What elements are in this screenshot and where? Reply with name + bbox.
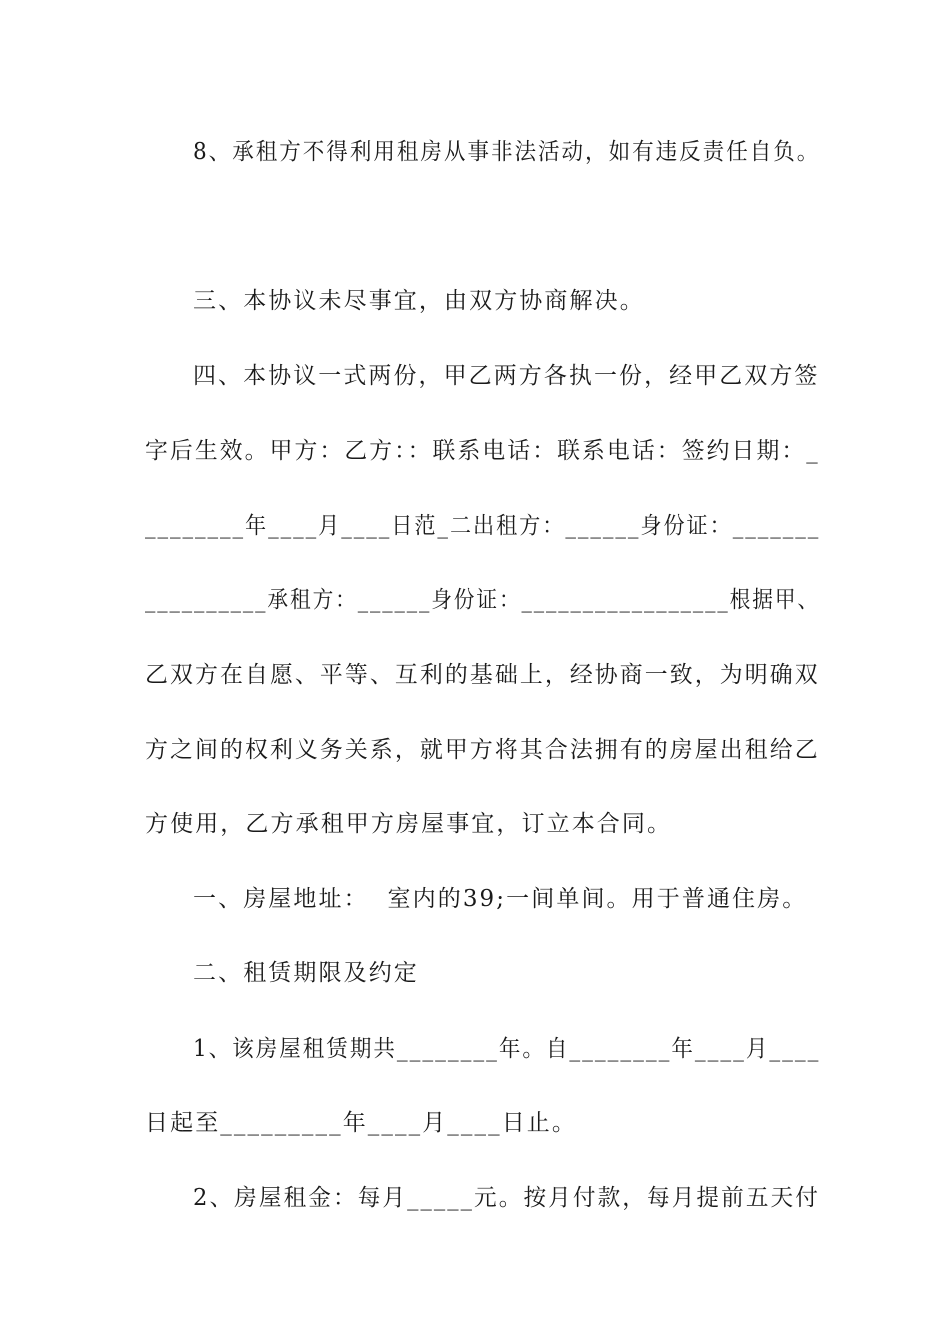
text-line: 三、本协议未尽事宜，由双方协商解决。	[193, 288, 645, 314]
text-line: ________年____月____日范_二出租方：______身份证：_______	[145, 513, 821, 539]
text-line: 乙双方在自愿、平等、互利的基础上，经协商一致，为明确双	[145, 662, 820, 688]
text-line: 方使用，乙方承租甲方房屋事宜，订立本合同。	[145, 811, 673, 837]
section-heading: 二、租赁期限及约定	[193, 960, 419, 986]
text-line: 日起至_________年____月____日止。	[145, 1110, 577, 1136]
text-line: 8、承租方不得利用租房从事非法活动，如有违反责任自负。	[193, 139, 821, 165]
text-line: __________承租方：______身份证：_________________根据甲、	[145, 587, 820, 613]
text-line: 方之间的权利义务关系，就甲方将其合法拥有的房屋出租给乙	[145, 737, 820, 763]
text-line: 字后生效。甲方：乙方：：联系电话：联系电话：签约日期：_	[145, 438, 820, 464]
text-line: 2、房屋租金：每月_____元。按月付款，每月提前五天付	[193, 1185, 820, 1211]
text-line: 1、该房屋租赁期共________年。自________年____月____	[193, 1036, 821, 1062]
text-line: 四、本协议一式两份，甲乙两方各执一份，经甲乙双方签	[193, 363, 820, 389]
text-line: 一、房屋地址： 室内的39;一间单间。用于普通住房。	[193, 886, 808, 912]
